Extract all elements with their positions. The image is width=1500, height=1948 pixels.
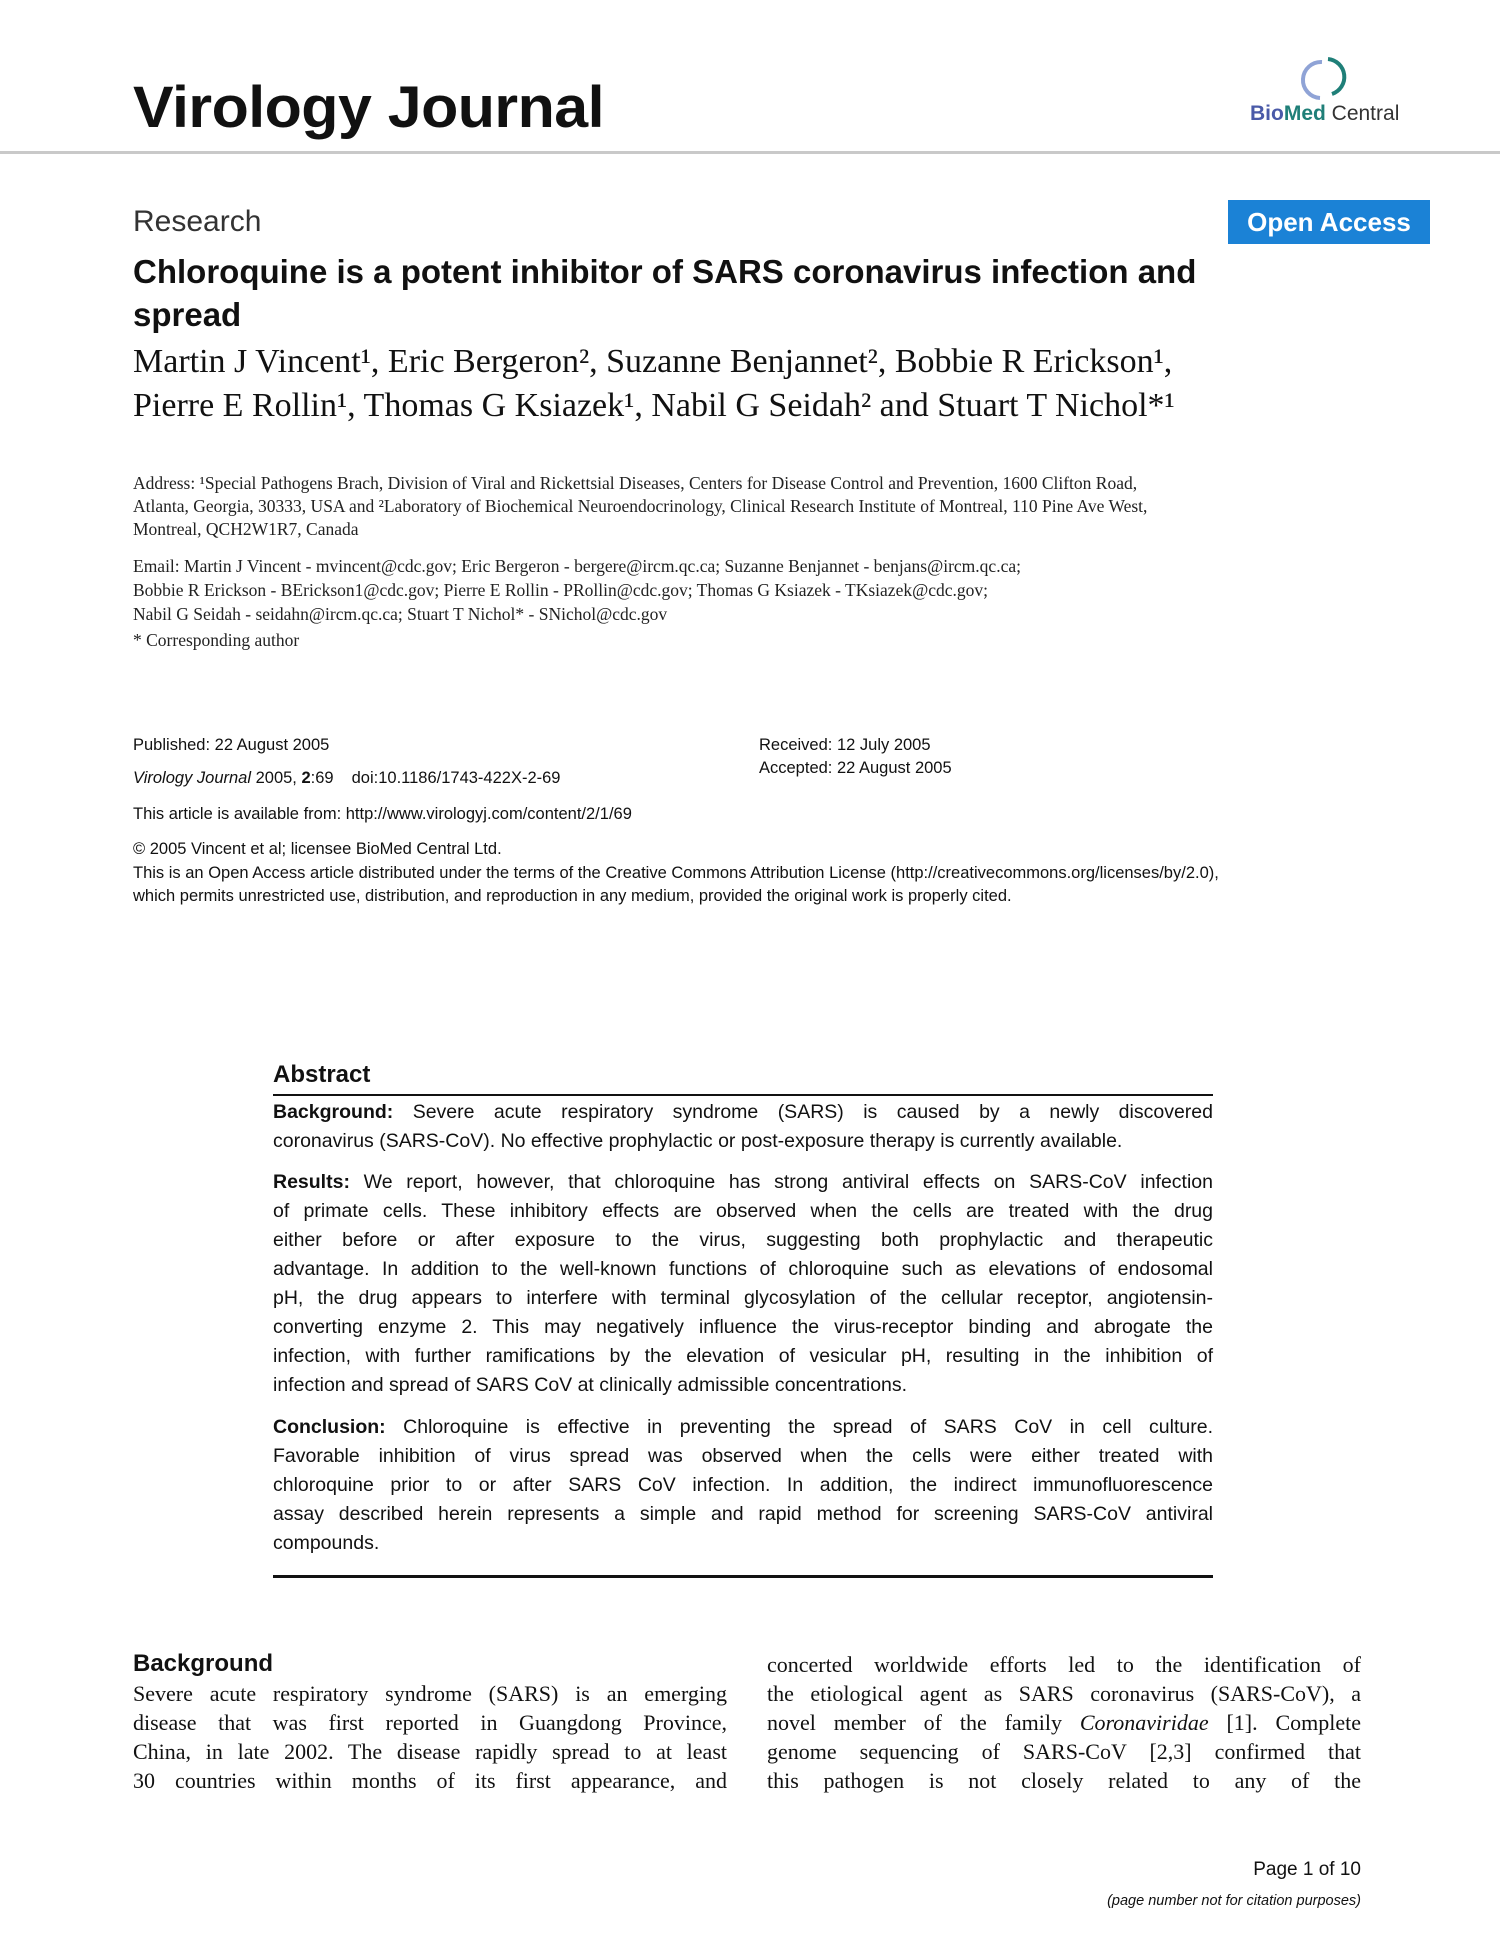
- text-line: either before or after exposure to the virus, suggesting both prophylactic and therapeutic: [273, 1229, 1213, 1251]
- logo-bio: Bio: [1250, 102, 1284, 125]
- text-line: compounds.: [273, 1532, 380, 1554]
- text-line: Nabil G Seidah - seidahn@ircm.qc.ca; Stuart T Nichol* - SNichol@cdc.gov: [133, 604, 668, 624]
- author-list: [133, 340, 1175, 428]
- italic-term: Coronaviridae: [1079, 1710, 1209, 1735]
- abstract-background: [273, 1098, 1213, 1156]
- corresponding-author-note: * Corresponding author: [133, 630, 300, 650]
- page-number-note: (page number not for citation purposes): [1107, 1893, 1361, 1909]
- text-line: Pierre E Rollin¹, Thomas G Ksiazek¹, Nabil G Seidah² and Stuart T Nichol*¹: [133, 387, 1175, 424]
- article-url[interactable]: This article is available from: http://www.virologyj.com/content/2/1/69: [133, 805, 632, 823]
- text-line: Atlanta, Georgia, 30333, USA and ²Laboratory of Biochemical Neuroendocrinology, Clinical Research Institute of Montreal, 110 Pine Ave West,: [133, 496, 1148, 516]
- paragraph-label: Conclusion:: [273, 1416, 386, 1438]
- open-access-badge: Open Access: [1228, 200, 1430, 244]
- text-line: China, in late 2002. The disease rapidly spread to at least: [133, 1739, 727, 1764]
- text-line: spread: [133, 296, 242, 333]
- text-line: chloroquine prior to or after SARS CoV infection. In addition, the indirect immunofluorescence: [273, 1474, 1213, 1496]
- published-date: Published: 22 August 2005: [133, 736, 330, 754]
- header-rule: [0, 151, 1500, 154]
- text-line: assay described herein represents a simple and rapid method for screening SARS-CoV antiviral: [273, 1503, 1213, 1525]
- paragraph-label: Background:: [273, 1101, 394, 1123]
- text-line: infection, with further ramifications by the elevation of vesicular pH, resulting in the inhibition of: [273, 1345, 1213, 1367]
- abstract-heading: Abstract: [273, 1061, 371, 1088]
- text-line: Montreal, QCH2W1R7, Canada: [133, 519, 359, 539]
- abstract-bottom-rule: [273, 1575, 1213, 1578]
- license-line-2: which permits unrestricted use, distribution, and reproduction in any medium, provided the original work is properly cited.: [133, 887, 1012, 905]
- body-column-1: [133, 1679, 727, 1795]
- biomed-arc-icon: [1296, 56, 1356, 102]
- text-line: Chloroquine is a potent inhibitor of SARS coronavirus infection and: [133, 253, 1197, 290]
- text-line: Background: Severe acute respiratory syndrome (SARS) is caused by a newly discovered: [273, 1101, 1213, 1123]
- text-line: disease that was first reported in Guangdong Province,: [133, 1710, 727, 1735]
- text-line: Favorable inhibition of virus spread was observed when the cells were either treated with: [273, 1445, 1213, 1467]
- journal-title: Virology Journal: [133, 75, 605, 140]
- logo-med: Med: [1283, 102, 1326, 125]
- article-title: [133, 250, 1363, 336]
- section-heading-background: Background: [133, 1650, 274, 1677]
- text-line: advantage. In addition to the well-known functions of chloroquine such as elevations of endosomal: [273, 1258, 1213, 1280]
- text-line: concerted worldwide efforts led to the identification of: [767, 1652, 1361, 1677]
- logo-central: Central: [1325, 102, 1400, 125]
- citation-page: :69: [310, 769, 334, 787]
- text-line: coronavirus (SARS-CoV). No effective prophylactic or post-exposure therapy is currently available.: [273, 1130, 1123, 1152]
- license-text-end: ),: [1208, 864, 1219, 882]
- text-line: Martin J Vincent¹, Eric Bergeron², Suzanne Benjannet², Bobbie R Erickson¹,: [133, 343, 1173, 380]
- license-line: [133, 864, 1219, 883]
- text-line: genome sequencing of SARS-CoV [2,3] confirmed that: [767, 1739, 1361, 1764]
- address: [133, 472, 1147, 541]
- accepted-date: Accepted: 22 August 2005: [759, 759, 952, 777]
- text-line: the etiological agent as SARS coronavirus (SARS-CoV), a: [767, 1681, 1361, 1706]
- text-line: Address: ¹Special Pathogens Brach, Division of Viral and Rickettsial Diseases, Centers for Disease Control and Prevention, 1600 Clifton Road,: [133, 473, 1138, 493]
- text-line: Conclusion: Chloroquine is effective in preventing the spread of SARS CoV in cell culture.: [273, 1416, 1213, 1438]
- text-line: infection and spread of SARS CoV at clinically admissible concentrations.: [273, 1374, 908, 1396]
- license-link[interactable]: http://creativecommons.org/licenses/by/2.0: [896, 864, 1209, 882]
- email-list: [133, 554, 1021, 626]
- abstract-top-rule: [273, 1094, 1213, 1096]
- text-line: of primate cells. These inhibitory effects are observed when the cells are treated with the drug: [273, 1200, 1213, 1222]
- text-line: Bobbie R Erickson - BErickson1@cdc.gov; Pierre E Rollin - PRollin@cdc.gov; Thomas G Ksiazek - TKsiazek@cdc.gov;: [133, 580, 988, 600]
- page-number: Page 1 of 10: [1253, 1859, 1361, 1880]
- text-line: pH, the drug appears to interfere with terminal glycosylation of the cellular receptor, angiotensin-: [273, 1287, 1213, 1309]
- text-line: Results: We report, however, that chloroquine has strong antiviral effects on SARS-CoV infection: [273, 1171, 1213, 1193]
- doi: doi:10.1186/1743-422X-2-69: [351, 769, 561, 787]
- citation: [133, 769, 560, 788]
- text-line: 30 countries within months of its first appearance, and: [133, 1768, 727, 1793]
- paragraph-label: Results:: [273, 1171, 350, 1193]
- text-line: Severe acute respiratory syndrome (SARS) is an emerging: [133, 1681, 727, 1706]
- abstract-conclusion: [273, 1413, 1213, 1558]
- citation-year: 2005,: [251, 769, 302, 787]
- biomed-central-logo: [1248, 56, 1418, 136]
- abstract-results: [273, 1168, 1213, 1400]
- received-date: Received: 12 July 2005: [759, 736, 931, 754]
- body-column-2: [767, 1650, 1361, 1795]
- text-line: converting enzyme 2. This may negatively influence the virus-receptor binding and abrogate the: [273, 1316, 1213, 1338]
- text-line: novel member of the family Coronaviridae [1]. Complete: [767, 1710, 1361, 1735]
- copyright: © 2005 Vincent et al; licensee BioMed Central Ltd.: [133, 840, 502, 858]
- citation-volume: 2: [301, 769, 311, 787]
- citation-journal: Virology Journal: [133, 769, 252, 787]
- license-text: This is an Open Access article distributed under the terms of the Creative Commons Attribution License (: [133, 864, 897, 882]
- article-type: Research: [133, 205, 262, 238]
- text-line: this pathogen is not closely related to any of the: [767, 1768, 1361, 1793]
- text-line: Email: Martin J Vincent - mvincent@cdc.gov; Eric Bergeron - bergere@ircm.qc.ca; Suzanne Benjannet - benjans@ircm.qc.ca;: [133, 556, 1021, 576]
